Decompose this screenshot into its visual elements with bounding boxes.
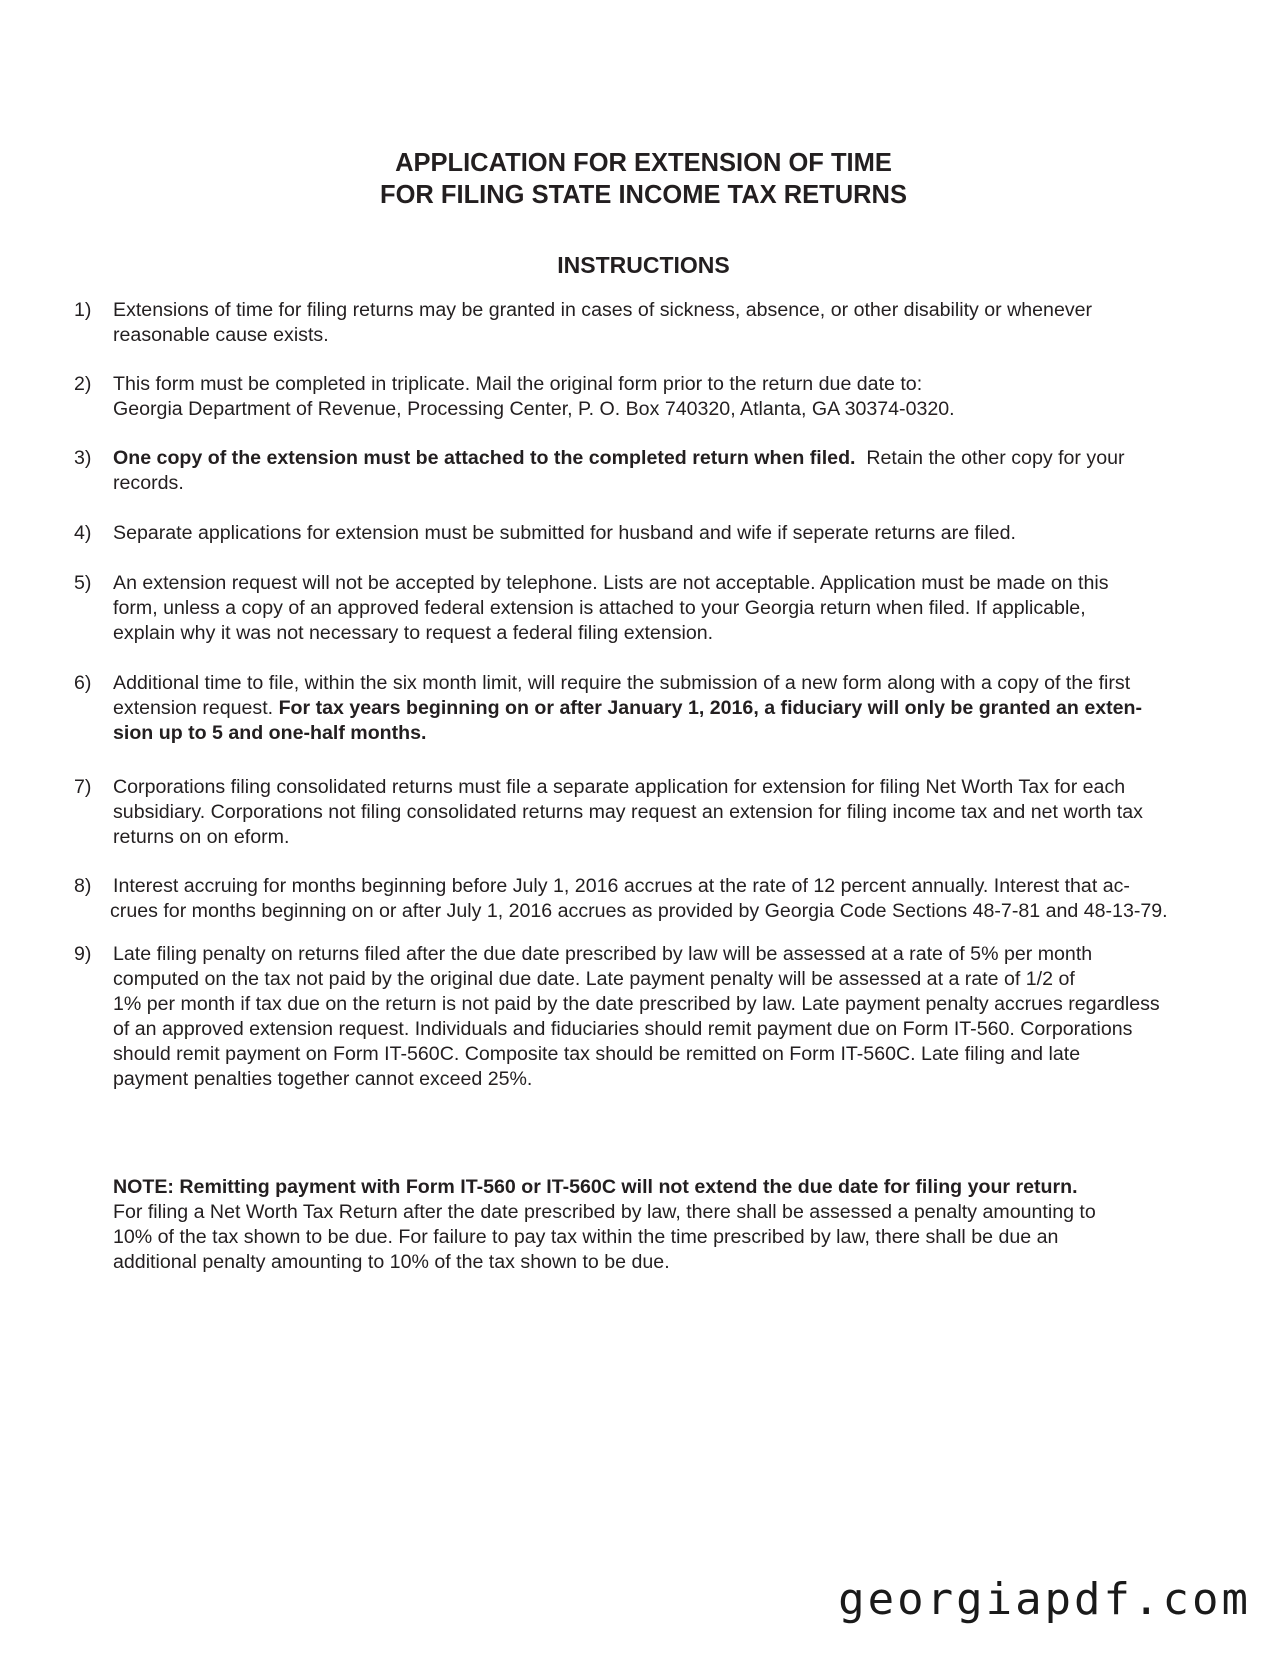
- item-text-line: computed on the tax not paid by the original due date. Late payment penalty will be assessed at a rate of 1/2 of: [113, 968, 1075, 990]
- item-text-line: An extension request will not be accepted by telephone. Lists are not acceptable. Application must be made on this: [113, 572, 1109, 594]
- note-section: [113, 1175, 1213, 1275]
- note-text-line: For filing a Net Worth Tax Return after the date prescribed by law, there shall be assessed a penalty amounting to: [113, 1201, 1096, 1223]
- item-text-line: Late filing penalty on returns filed after the due date prescribed by law will be assessed at a rate of 5% per month: [113, 943, 1093, 965]
- item-text-line: [113, 446, 1253, 471]
- item-text-line: returns on on eform.: [113, 826, 290, 848]
- item-text-rest: Retain the other copy for your: [855, 447, 1125, 469]
- item-text-line: Additional time to file, within the six month limit, will require the submission of a new form along with a copy of the first: [113, 672, 1131, 694]
- title-line-2: FOR FILING STATE INCOME TAX RETURNS: [380, 181, 907, 209]
- item-text-line: records.: [113, 472, 184, 494]
- item-text-line: Extensions of time for filing returns may be granted in cases of sickness, absence, or other disability or whenever: [113, 299, 1093, 321]
- item-text-line: form, unless a copy of an approved federal extension is attached to your Georgia return when filed. If applicable,: [113, 597, 1086, 619]
- item-text-line: reasonable cause exists.: [113, 324, 329, 346]
- item-number: 2): [74, 373, 92, 395]
- instruction-item-9: [74, 942, 1264, 1092]
- title-line-1: APPLICATION FOR EXTENSION OF TIME: [395, 149, 892, 177]
- watermark-text: georgiapdf.com: [838, 1574, 1251, 1625]
- item-number: 5): [74, 572, 92, 594]
- item-number: 7): [74, 776, 92, 798]
- item-text-line: of an approved extension request. Individuals and fiduciaries should remit payment due on Form IT-560. Corporations: [113, 1018, 1133, 1040]
- document-title: [0, 147, 1287, 211]
- item-number: 6): [74, 672, 92, 694]
- item-text-plain: extension request.: [113, 697, 279, 719]
- instruction-item-5: [74, 571, 1264, 646]
- item-bold-line: sion up to 5 and one-half months.: [113, 722, 427, 744]
- instruction-item-6: [74, 671, 1264, 746]
- note-bold-line: NOTE: Remitting payment with Form IT-560 or IT-560C will not extend the due date for filing your return.: [113, 1176, 1078, 1198]
- instruction-item-4: [74, 521, 1264, 546]
- item-text-line: payment penalties together cannot exceed 25%.: [113, 1068, 533, 1090]
- item-text-line: explain why it was not necessary to request a federal filing extension.: [113, 622, 714, 644]
- item-number: 8): [74, 875, 92, 897]
- item-number: 3): [74, 447, 92, 469]
- item-text-line: crues for months beginning on or after July 1, 2016 accrues as provided by Georgia Code Sections 48-7-81 and 48-13-79.: [110, 900, 1168, 922]
- item-text-line: Corporations filing consolidated returns must file a separate application for extension for filing Net Worth Tax for each: [113, 776, 1126, 798]
- item-text-line: subsidiary. Corporations not filing consolidated returns may request an extension for filing income tax and net worth tax: [113, 801, 1143, 823]
- item-bold-text: For tax years beginning on or after January 1, 2016, a fiduciary will only be granted an exten-: [278, 697, 1143, 719]
- note-text-line: 10% of the tax shown to be due. For failure to pay tax within the time prescribed by law, there shall be due an: [113, 1226, 1059, 1248]
- item-number: 1): [74, 299, 92, 321]
- item-number: 4): [74, 522, 92, 544]
- instruction-item-1: [74, 298, 1264, 348]
- item-bold-lead: One copy of the extension must be attached to the completed return when filed.: [113, 447, 856, 469]
- item-text-line: Separate applications for extension must be submitted for husband and wife if seperate returns are filed.: [113, 522, 1016, 544]
- item-number: 9): [74, 943, 92, 965]
- item-text-line: [113, 696, 1253, 721]
- note-text-line: additional penalty amounting to 10% of the tax shown to be due.: [113, 1251, 670, 1273]
- instruction-item-8: [74, 874, 1264, 924]
- instruction-item-3: [74, 446, 1264, 496]
- instructions-heading: INSTRUCTIONS: [557, 252, 730, 278]
- item-text-line: 1% per month if tax due on the return is not paid by the date prescribed by law. Late payment penalty accrues regardless: [113, 993, 1160, 1015]
- instruction-item-2: [74, 372, 1264, 422]
- instruction-item-7: [74, 775, 1264, 850]
- item-text-line: Georgia Department of Revenue, Processing Center, P. O. Box 740320, Atlanta, GA 30374-0320.: [113, 398, 955, 420]
- item-text-line: Interest accruing for months beginning before July 1, 2016 accrues at the rate of 12 percent annually. Interest that ac-: [113, 875, 1130, 897]
- item-text-line: This form must be completed in triplicate. Mail the original form prior to the return due date to:: [113, 373, 923, 395]
- item-text-line: should remit payment on Form IT-560C. Composite tax should be remitted on Form IT-560C. Late filing and late: [113, 1043, 1081, 1065]
